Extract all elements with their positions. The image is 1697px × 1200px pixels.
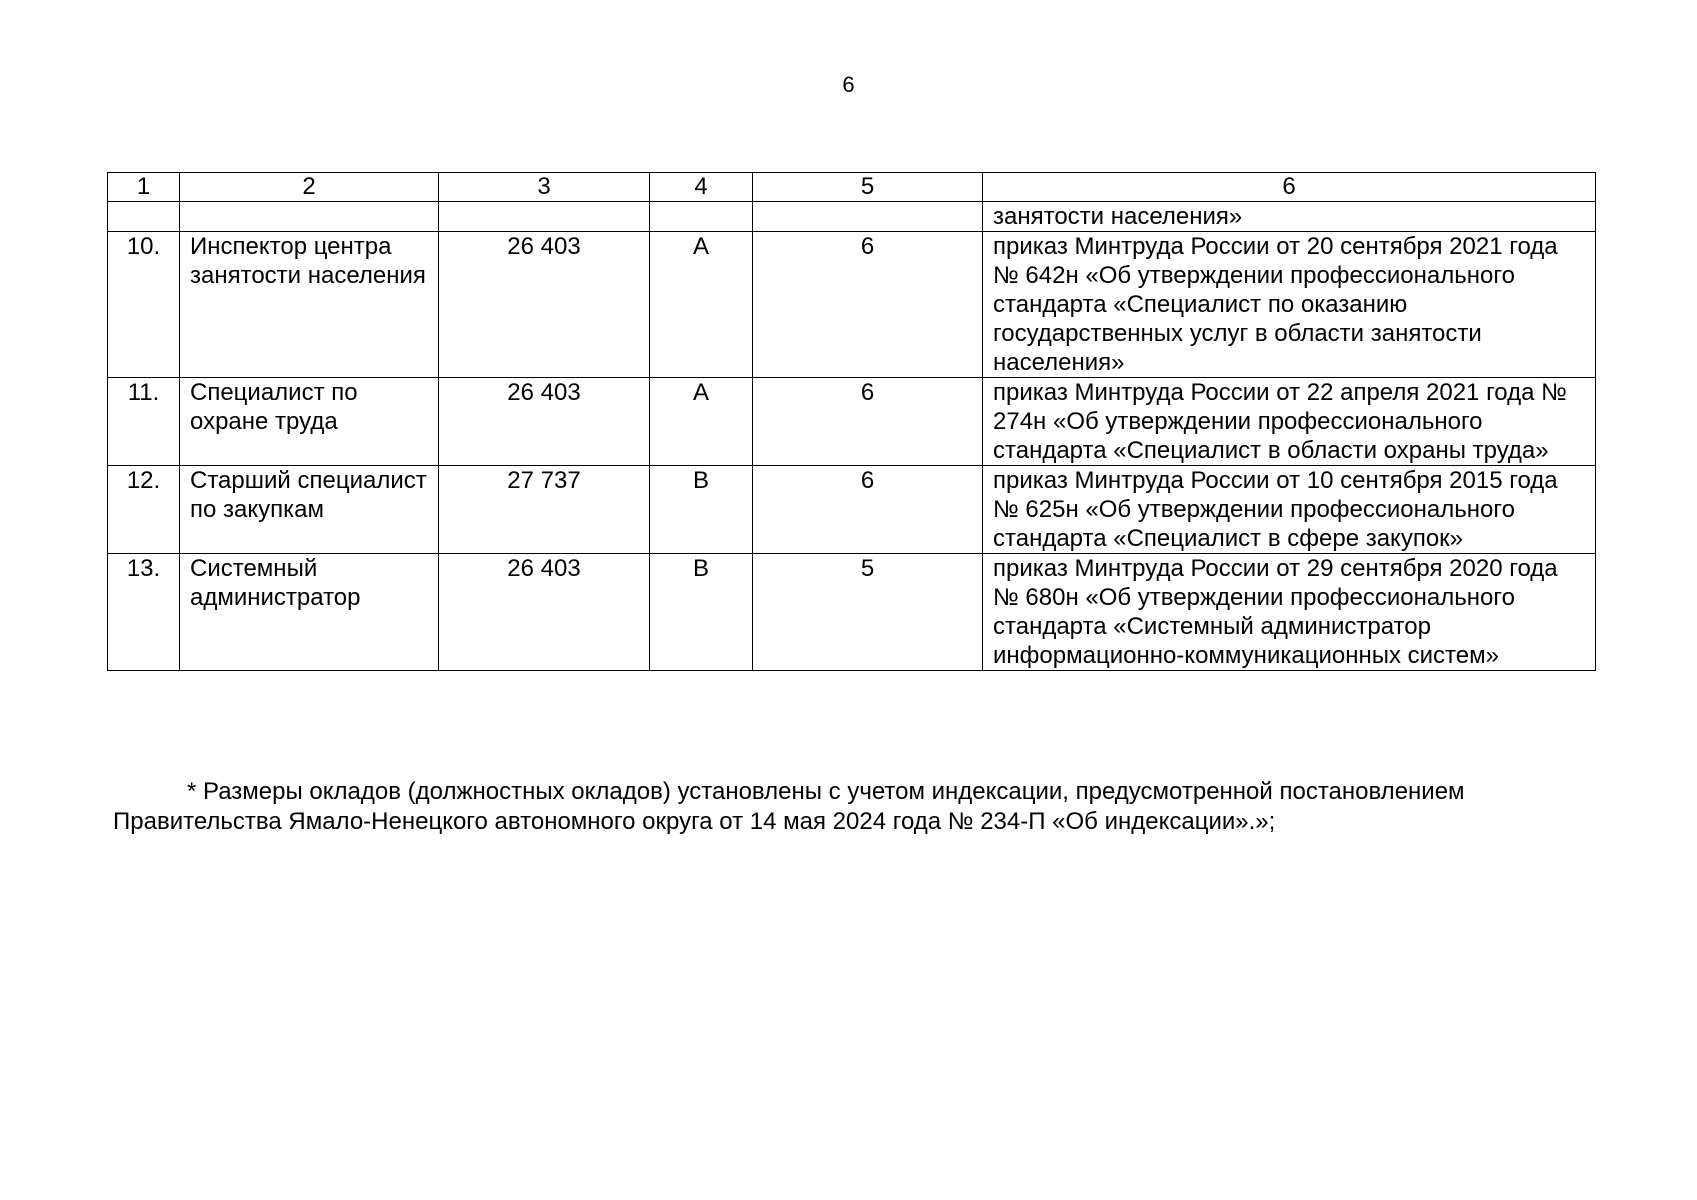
regulatory-document: приказ Минтруда России от 29 сентября 2020 года № 680н «Об утверждении профессионального стандарта «Системный администратор информационно-коммуникационных систем» [983,554,1596,671]
qualification-level: 6 [753,232,983,378]
table-header-cell: 4 [650,173,753,202]
qualification-group: В [650,554,753,671]
table-row [108,232,1596,378]
table-continuation-row [108,202,1596,232]
table-header-cell: 5 [753,173,983,202]
row-number: 11. [108,378,180,466]
table-header-cell: 2 [180,173,439,202]
table-header-cell: 3 [439,173,650,202]
qualification-group: В [650,466,753,554]
qualification-level: 6 [753,466,983,554]
footnote: * Размеры окладов (должностных окладов) установлены с учетом индексации, предусмотренной постановлением Правительства Ямало-Ненецкого автономного округа от 14 мая 2024 года № 234-П «Об индексации».»; [113,778,1465,835]
regulatory-document: приказ Минтруда России от 22 апреля 2021 года № 274н «Об утверждении профессионального стандарта «Специалист в области охраны труда» [983,378,1596,466]
regulatory-document: приказ Минтруда России от 20 сентября 2021 года № 642н «Об утверждении профессионального стандарта «Специалист по оказанию государственных услуг в области занятости населения» [983,232,1596,378]
page-number: 6 [842,72,855,97]
salary-value: 26 403 [439,378,650,466]
row-number: 13. [108,554,180,671]
table-row [108,378,1596,466]
row-number: 12. [108,466,180,554]
table-header-cell: 6 [983,173,1596,202]
position-title: Старший специалист по закупкам [180,466,439,554]
qualification-group: А [650,378,753,466]
qualification-group: А [650,232,753,378]
position-title: Системный администратор [180,554,439,671]
salary-value: 27 737 [439,466,650,554]
salary-value: 26 403 [439,232,650,378]
positions-table [107,172,1596,671]
continuation-text: занятости населения» [983,202,1596,232]
position-title: Специалист по охране труда [180,378,439,466]
table-header-row [108,173,1596,202]
qualification-level: 5 [753,554,983,671]
row-number: 10. [108,232,180,378]
qualification-level: 6 [753,378,983,466]
table-row [108,466,1596,554]
regulatory-document: приказ Минтруда России от 10 сентября 2015 года № 625н «Об утверждении профессионального стандарта «Специалист в сфере закупок» [983,466,1596,554]
table-row [108,554,1596,671]
position-title: Инспектор центра занятости населения [180,232,439,378]
table-header-cell: 1 [108,173,180,202]
salary-value: 26 403 [439,554,650,671]
